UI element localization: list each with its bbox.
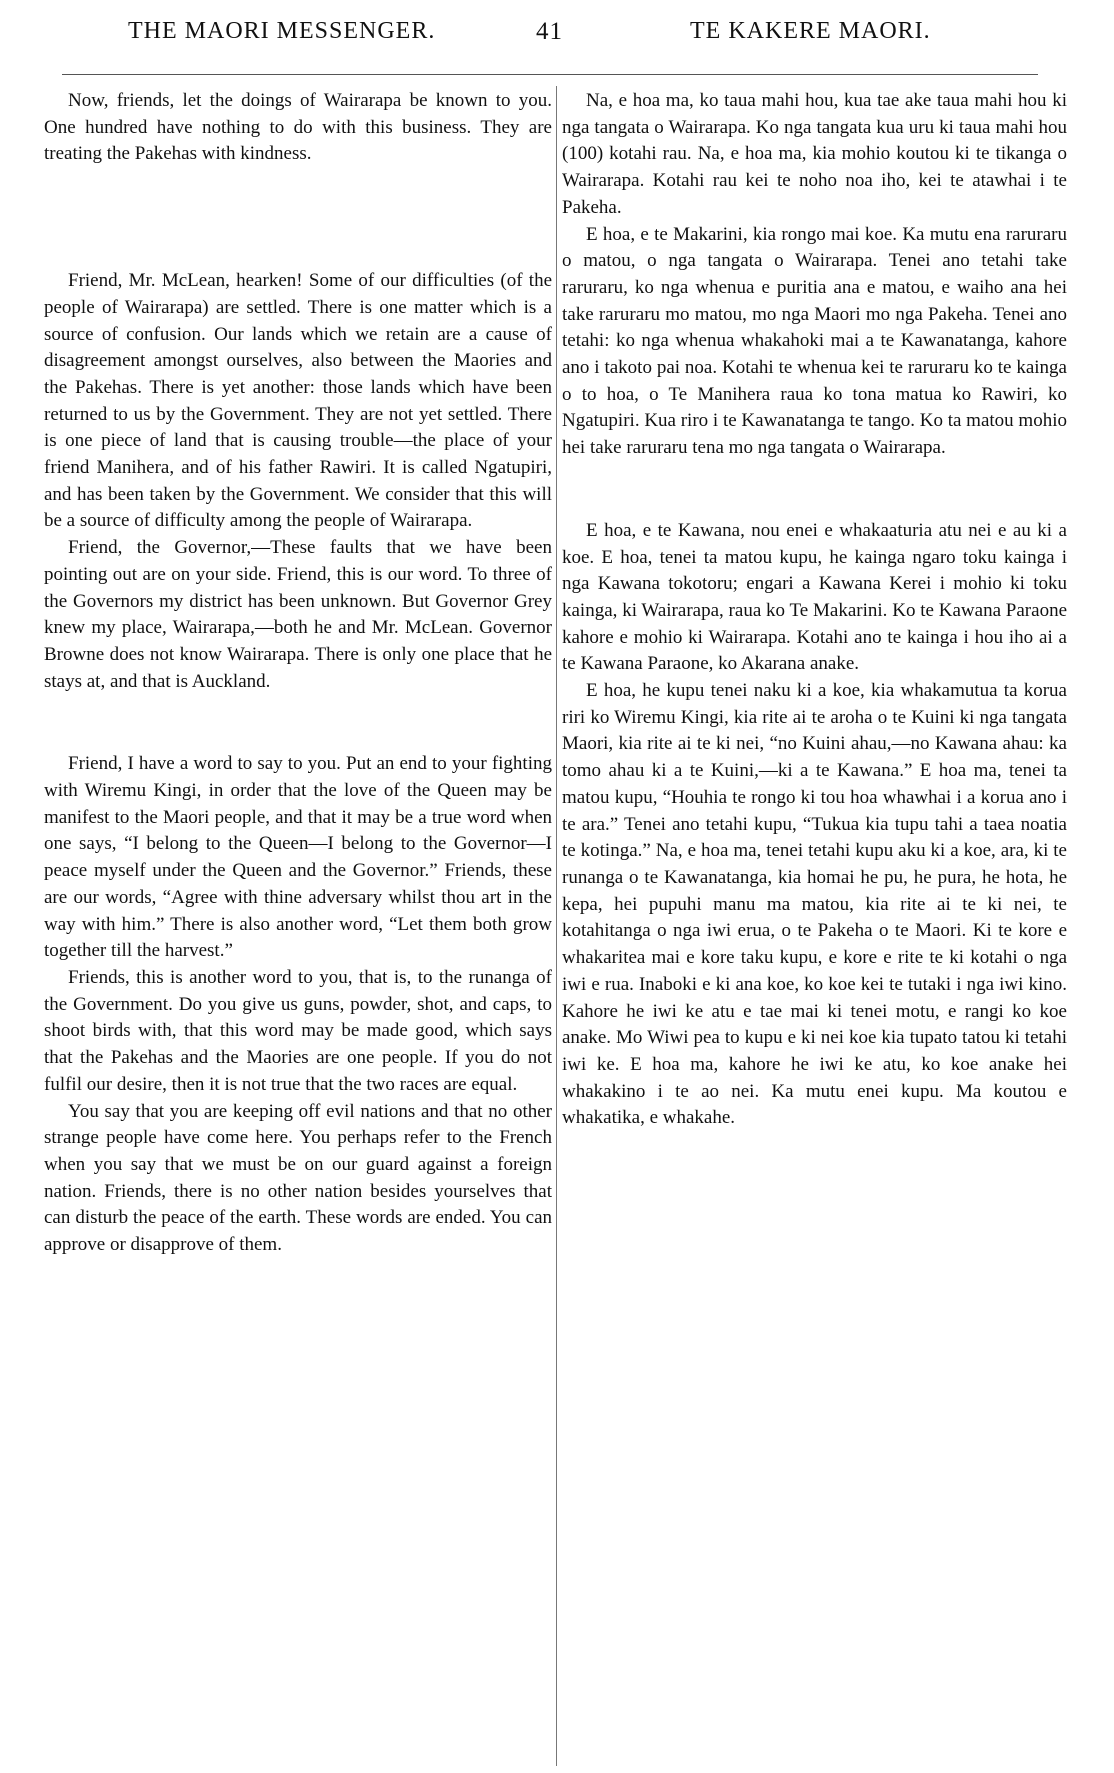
maori-column	[562, 88, 1067, 1132]
english-masthead: THE MAORI MESSENGER.	[128, 18, 436, 44]
column-divider	[556, 86, 557, 1766]
maori-paragraph-2: E hoa, e te Makarini, kia rongo mai koe. Ka mutu ena raruraru o matou, o nga tangata o Wairarapa. Tenei ano tetahi take raruraru, ko nga whenua e puritia ana e matou, e waiho ana hei take raruraru mo matou, mo nga Maori mo nga Pakeha. Tenei ano tetahi: ko nga whenua whakahoki mai a te Kawanatanga, kahore ano i takoto pai noa. Kotahi te whenua kei te raruraru ko te kainga o to hoa, o Te Manihera raua ko tona matua ko Rawiri, ko Ngatupiri. Kua riro i te Kawanatanga te tango. Ko ta matou mohio hei take raruraru tena mo nga tangata o Wairarapa.	[562, 223, 1067, 459]
maori-paragraph-1: Na, e hoa ma, ko taua mahi hou, kua tae ake taua mahi hou ki nga tangata o Wairarapa. Ko nga tangata kua uru ki taua mahi hou (100) kotahi rau. Na, e hoa ma, kia mohio koutou ki te tikanga o Wairarapa. Kotahi rau kei te noho noa iho, kei te atawhai i te Pakeha.	[562, 90, 1067, 218]
english-paragraph-4: Friend, I have a word to say to you. Put an end to your fighting with Wiremu Kingi, in order that the love of the Queen may be manifest to the Maori people, and that it may be a true word when one says, “I belong to the Queen—I belong to the Governor—I peace myself under the Queen and the Governor.” Friends, these are our words, “Agree with thine adversary whilst thou art in the way with him.” There is also another word, “Let them both grow together till the harvest.”	[44, 753, 552, 962]
header-rule	[62, 74, 1038, 75]
maori-paragraph-4: E hoa, he kupu tenei naku ki a koe, kia whakamutua ta korua riri ko Wiremu Kingi, kia rite ai te aroha o te Kuini ki nga tangata Maori, kia rite ai te ki nei, “no Kuini ahau,—no Kawana ahau: ka tomo ahau ki a te Kuini,—ki a te Kawana.” E hoa ma, tenei ta matou kupu, “Houhia te rongo ki tou hoa whawhai i a korua ano i te ara.” Tenei ano tetahi kupu, “Tukua kia tupu tahi a taea noatia te kotinga.” Na, e hoa ma, tenei tetahi kupu aku ki a koe, ara, ki te runanga o te Kawanatanga, kia homai he pu, he pura, he hota, he kepa, hei pupuhi manu ma matou, kia rite ai te ki nei, te kotahitanga o nga iwi erua, o te Pakeha o te Maori. Ki te kore e whakaritea mai e kore taku kupu, e kore e rite te ki kotahi o nga iwi e rua. Inaboki e ki ana koe, ko koe kei te tutaki i nga iwi kino. Kahore he iwi ke atu e tae mai ki tenei motu, e rangi ko koe anake. Mo Wiwi pea to kupu e ki nei koe kia tupato tatou ki tetahi iwi ke. E hoa ma, kahore he iwi ke atu, ko koe anake hei whakakino i te ao nei. Ka mutu enei kupu. Ma koutou e whakatika, e whakahe.	[562, 680, 1067, 1129]
english-column	[44, 88, 552, 1259]
english-paragraph-3: Friend, the Governor,—These faults that we have been pointing out are on your side. Friend, this is our word. To three of the Governors my district has been unknown. But Governor Grey knew my place, Wairarapa,—both he and Mr. McLean. Governor Browne does not know Wairarapa. There is only one place that he stays at, and that is Auckland.	[44, 537, 552, 692]
page-number: 41	[536, 18, 563, 45]
english-paragraph-2: Friend, Mr. McLean, hearken! Some of our difficulties (of the people of Wairarapa) are settled. There is one matter which is a source of confusion. Our lands which we retain are a cause of disagreement amongst ourselves, also between the Maories and the Pakehas. There is yet another: those lands which have been returned to us by the Government. They are not yet settled. There is one piece of land that is causing trouble—the place of your friend Manihera, and of his father Rawiri. It is called Ngatupiri, and has been taken by the Government. We consider that this will be a source of difficulty among the people of Wairarapa.	[44, 270, 552, 532]
spacer	[562, 462, 1067, 518]
page-header	[0, 18, 1114, 58]
english-paragraph-1: Now, friends, let the doings of Wairarapa be known to you. One hundred have nothing to do with this business. They are treating the Pakehas with kindness.	[44, 90, 552, 165]
english-paragraph-5: Friends, this is another word to you, that is, to the runanga of the Government. Do you give us guns, powder, shot, and caps, to shoot birds with, that this word may be made good, which says that the Pakehas and the Maories are one people. If you do not fulfil our desire, then it is not true that the two races are equal.	[44, 966, 552, 1095]
maori-masthead: TE KAKERE MAORI.	[690, 18, 931, 44]
spacer	[44, 168, 552, 268]
maori-paragraph-3: E hoa, e te Kawana, nou enei e whakaaturia atu nei e au ki a koe. E hoa, tenei ta matou kupu, he kainga ngaro toku kainga i nga Kawana tokotoru; engari a Kawana Kerei i mohio ki toku kainga, ki Wairarapa, raua ko Te Makarini. Ko te Kawana Paraone kahore e mohio ki Wairarapa. Kotahi ano te kainga i hou iho ai a te Kawana Paraone, ko Akarana anake.	[562, 519, 1067, 675]
spacer	[44, 695, 552, 751]
english-paragraph-6: You say that you are keeping off evil nations and that no other strange people have come here. You perhaps refer to the French when you say that we must be on our guard against a foreign nation. Friends, there is no other nation besides yourselves that can disturb the peace of the earth. These words are ended. You can approve or disapprove of them.	[44, 1100, 552, 1256]
